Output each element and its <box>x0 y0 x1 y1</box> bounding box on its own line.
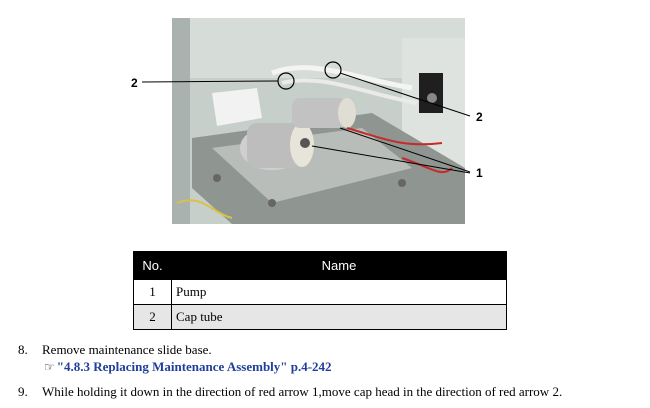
step-number: 8. <box>18 342 28 357</box>
callout-label-2-right: 2 <box>476 110 483 124</box>
row-name: Cap tube <box>172 305 507 330</box>
callout-leader <box>340 73 470 116</box>
header-no: No. <box>134 252 172 280</box>
row-no: 2 <box>134 305 172 330</box>
parts-table <box>133 251 507 330</box>
callout-circle <box>278 73 294 89</box>
step-9 <box>18 384 562 400</box>
callout-label-1: 1 <box>476 166 483 180</box>
step-text: Remove maintenance slide base. <box>42 342 212 357</box>
row-no: 1 <box>134 280 172 305</box>
table-row <box>134 305 507 330</box>
callout-leader <box>142 81 278 82</box>
table-header-row <box>134 252 507 280</box>
step-8 <box>18 342 212 358</box>
table-row <box>134 280 507 305</box>
callout-label-2-left: 2 <box>131 76 138 90</box>
reference-text[interactable]: "4.8.3 Replacing Maintenance Assembly" p.4-242 <box>56 359 332 374</box>
callout-leader <box>340 128 470 172</box>
step-number: 9. <box>18 384 28 399</box>
callout-circle <box>325 62 341 78</box>
callout-leader <box>312 146 470 173</box>
pointing-hand-icon: ☞ <box>44 360 55 374</box>
header-name: Name <box>172 252 507 280</box>
row-name: Pump <box>172 280 507 305</box>
reference-link[interactable] <box>44 359 332 375</box>
step-text: While holding it down in the direction of red arrow 1,move cap head in the direction of red arrow 2. <box>42 384 563 399</box>
